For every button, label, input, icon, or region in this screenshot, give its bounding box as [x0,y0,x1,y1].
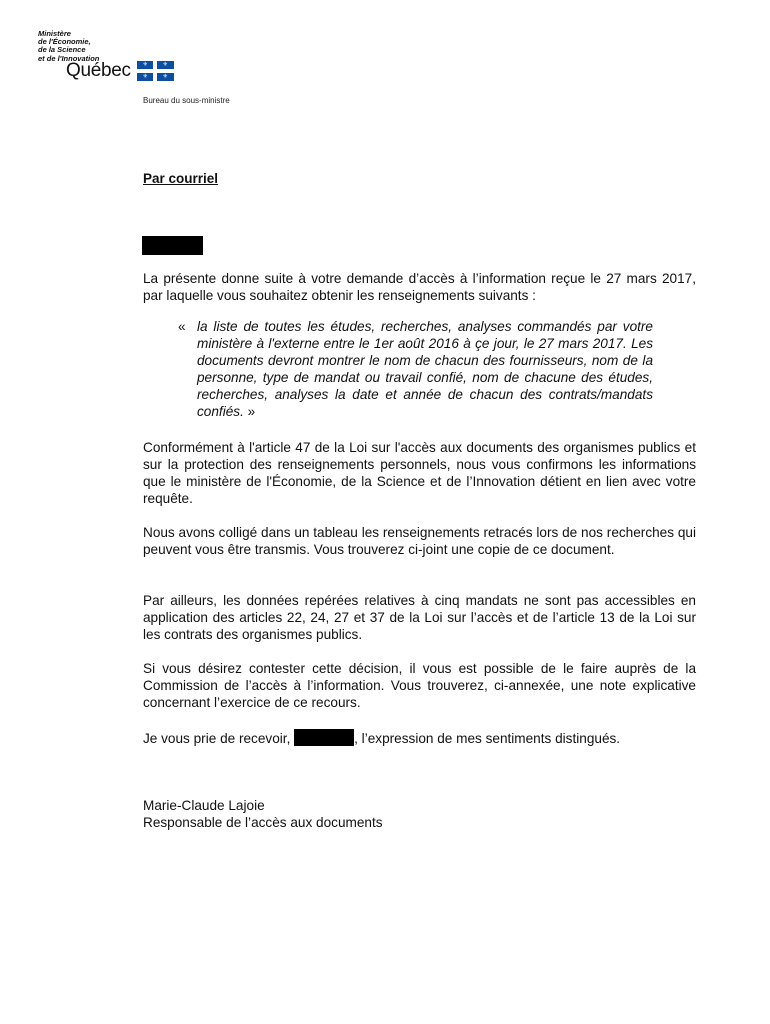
paragraph-2-text: Nous avons colligé dans un tableau les renseignements retracés lors de nos recherches qui peuvent vous être transmis. Vous trouverez ci-joint une copie de ce document. [143,525,696,557]
quote-body: la liste de toutes les études, recherches, analyses commandés par votre ministère à l'externe entre le 1er août 2016 à çe jour, le 27 mars 2017. Les documents devront montrer le nom de chacun des fournisseurs, nom de la personne, type de mandat ou travail confié, nom de chacune des études, recherches, analyses la date et année de chacun des contrats/mandats confiés. [197,319,653,419]
paragraph-2 [143,524,696,558]
paragraph-3 [143,592,696,643]
quebec-flag-icon: ⚜ ⚜ ⚜ ⚜ [137,61,174,81]
closing-line [143,729,696,747]
quote-close-mark: » [247,404,256,419]
ministry-line-2: de l'Économie, [38,37,91,47]
signer-name: Marie-Claude Lajoie [143,798,265,813]
closing-before: Je vous prie de recevoir, [143,731,291,746]
office-name: Bureau du sous-ministre [143,96,230,105]
quote-text [197,318,653,420]
ministry-line-4: et de l'Innovation [38,53,100,63]
redacted-salutation [294,729,354,746]
intro-text: La présente donne suite à votre demande d’accès à l’information reçue le 27 mars 2017, par laquelle vous souhaitez obtenir les renseignements suivants : [143,271,696,303]
ministry-logo [38,29,168,81]
quote-open-mark: « [178,319,186,334]
ministry-line-3: de la Science [38,45,86,55]
closing-text [143,729,696,747]
paragraph-1 [143,439,696,507]
delivery-method: Par courriel [143,171,219,186]
closing-after: , l’expression de mes sentiments distingués. [354,731,621,746]
paragraph-4-text: Si vous désirez contester cette décision, il vous est possible de le faire auprès de la Commission de l’accès à l’information. Vous trouverez, ci-annexée, une note explicative concernant l’exercice de ce recours. [143,661,696,710]
paragraph-1-text: Conformément à l'article 47 de la Loi sur l'accès aux documents des organismes publics et sur la protection des renseignements personnels, nous vous confirmons les informations que le ministère de l'Économie, de la Science et de l’Innovation détient en lien avec votre requête. [143,440,696,506]
signer-title: Responsable de l’accès aux documents [143,815,383,830]
ministry-name [38,30,99,63]
signature-block [143,797,383,831]
request-quote [178,318,653,420]
paragraph-4 [143,660,696,711]
ministry-line-1: Ministère [38,29,71,38]
quebec-signature [66,61,174,81]
quebec-wordmark: Québec [66,60,131,81]
paragraph-3-text: Par ailleurs, les données repérées relatives à cinq mandats ne sont pas accessibles en application des articles 22, 24, 27 et 37 de la Loi sur l’accès et de l’article 13 de la Loi sur les contrats des organismes publics. [143,593,696,642]
intro-paragraph [143,270,696,304]
redacted-recipient [142,236,203,255]
